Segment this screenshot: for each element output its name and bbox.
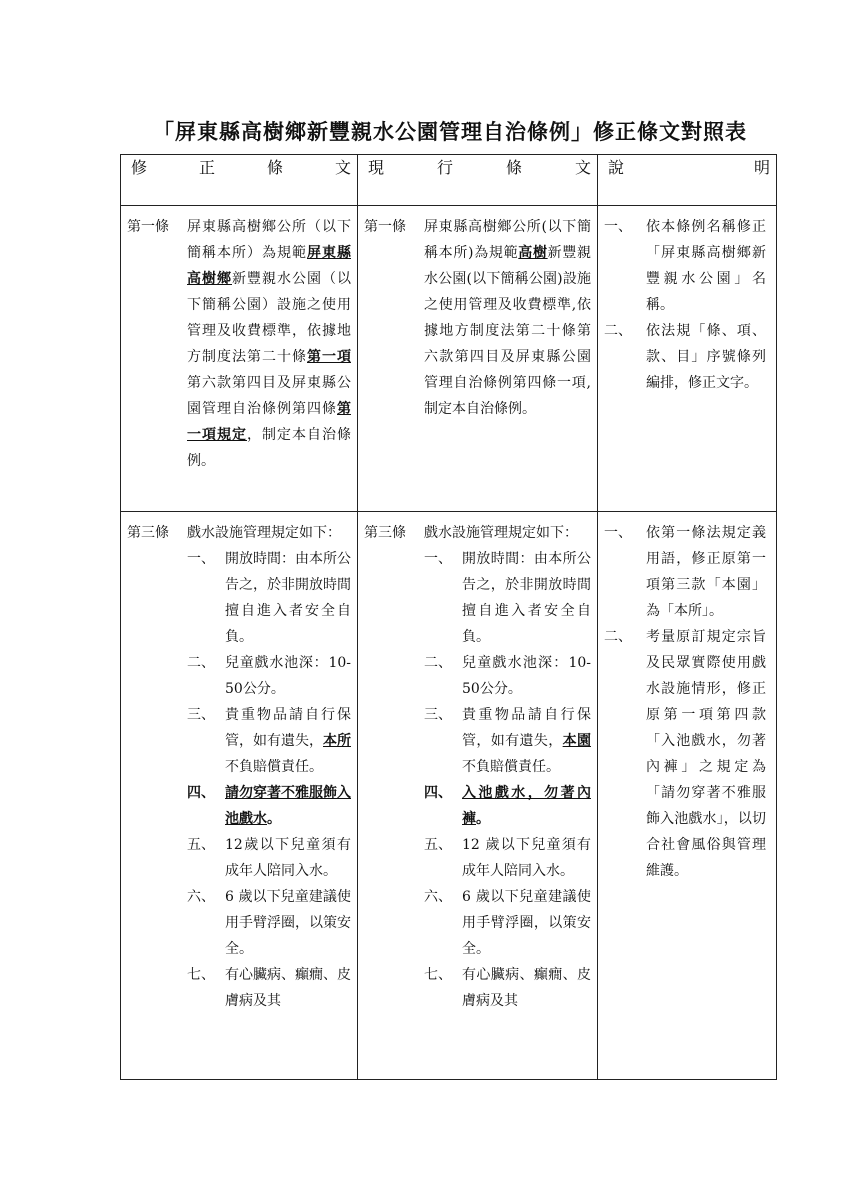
item-number: 三、 <box>424 707 452 723</box>
header-char: 正 <box>198 158 215 177</box>
comparison-table <box>120 154 777 1080</box>
header-row <box>121 155 777 206</box>
list-item <box>121 962 357 1014</box>
list-item <box>358 832 597 884</box>
article-intro: 戲水設施管理規定如下： <box>187 525 341 541</box>
list-item <box>358 650 597 702</box>
header-char: 文 <box>334 158 351 177</box>
explanation-text: 依本條例名稱修正「屏東縣高樹鄉新豐親水公園」名稱。 <box>646 219 766 313</box>
header-char: 條 <box>505 158 522 177</box>
explanation-number: 二、 <box>604 629 632 645</box>
amended-article-1 <box>121 206 358 512</box>
amended-highlight: 第一項規定 <box>187 401 351 443</box>
item-text <box>225 780 351 832</box>
list-item <box>358 962 597 1014</box>
item-text: 6 歲以下兒童建議使用手臂浮圈，以策安全。 <box>225 889 351 957</box>
text-segment: 屏東縣高樹鄉公所(以下簡稱本所)為規範 <box>424 219 591 261</box>
header-char: 說 <box>608 158 625 177</box>
item-text <box>462 780 591 832</box>
text-segment: 不負賠償責任。 <box>462 759 560 775</box>
item-number: 五、 <box>187 837 215 853</box>
article-number: 第三條 <box>127 525 169 541</box>
explanation-text: 考量原訂規定宗旨及民眾實際使用戲水設施情形，修正原第一項第四款「入池戲水，勿著內褲」之規定為「請勿穿著不雅服飾入池戲水」，以切合社會風俗與管理維護。 <box>646 629 766 879</box>
amended-article-3 <box>121 512 358 1080</box>
amended-highlight: 屏東縣高樹鄉 <box>187 245 351 287</box>
amended-highlight: 本所 <box>323 733 351 749</box>
item-number: 七、 <box>187 967 215 983</box>
header-amended <box>121 155 358 206</box>
table-row <box>121 206 777 512</box>
item-number: 五、 <box>424 837 452 853</box>
item-text: 兒童戲水池深：10-50公分。 <box>462 655 591 697</box>
table-row <box>121 512 777 1080</box>
item-text: 12 歲以下兒童須有成年人陪同入水。 <box>462 837 591 879</box>
text-segment: 。 <box>476 811 490 827</box>
header-char: 明 <box>753 158 770 177</box>
text-segment: 。 <box>267 811 281 827</box>
header-char: 文 <box>574 158 591 177</box>
article-intro: 戲水設施管理規定如下： <box>424 525 578 541</box>
item-text: 12歲以下兒童須有成年人陪同入水。 <box>225 837 351 879</box>
list-item <box>121 650 357 702</box>
text-segment: ，制定本自治條例。 <box>187 427 351 469</box>
item-number: 四、 <box>424 785 452 801</box>
explanation-1 <box>598 206 777 512</box>
current-highlight: 高樹 <box>518 245 548 261</box>
item-number: 二、 <box>187 655 215 671</box>
item-number: 二、 <box>424 655 452 671</box>
item-text <box>462 702 591 780</box>
item-number: 一、 <box>187 551 215 567</box>
list-item <box>121 832 357 884</box>
text-segment: 貴重物品請自行保管，如有遺失， <box>225 707 351 749</box>
list-item <box>358 702 597 780</box>
item-number: 一、 <box>424 551 452 567</box>
explanation-3 <box>598 512 777 1080</box>
header-char: 條 <box>266 158 283 177</box>
list-item <box>121 546 357 650</box>
header-char: 修 <box>131 158 148 177</box>
text-segment: 第六款第四目及屏東縣公園管理自治條例第四條 <box>187 375 351 417</box>
item-text: 6 歲以下兒童建議使用手臂浮圈，以策安全。 <box>462 889 591 957</box>
text-segment: 屏東縣高樹鄉公所（以下簡稱本所）為規範 <box>187 219 351 261</box>
item-text: 開放時間：由本所公告之，於非開放時間擅自進入者安全自負。 <box>225 551 351 645</box>
list-item <box>121 702 357 780</box>
article-text <box>187 214 351 474</box>
item-number: 六、 <box>424 889 452 905</box>
header-char: 現 <box>368 158 385 177</box>
header-explanation <box>598 155 777 206</box>
explanation-number: 一、 <box>604 525 632 541</box>
amended-highlight: 請勿穿著不雅服飾入池戲水 <box>225 785 351 827</box>
text-segment: 新豐親水公園（以下簡稱公園）設施之使用管理及收費標準，依據地方制度法第二十條 <box>187 271 351 365</box>
item-text: 有心臟病、癲癇、皮膚病及其 <box>225 967 351 1009</box>
explanation-number: 二、 <box>604 323 632 339</box>
text-segment: 貴重物品請自行保管，如有遺失， <box>462 707 591 749</box>
amended-highlight: 第一項 <box>307 349 351 365</box>
article-number: 第一條 <box>127 219 169 235</box>
header-char: 行 <box>436 158 453 177</box>
item-number: 七、 <box>424 967 452 983</box>
article-number: 第一條 <box>364 219 406 235</box>
list-item <box>358 780 597 832</box>
current-highlight: 入池戲水，勿著內褲 <box>462 785 591 827</box>
explanation-number: 一、 <box>604 219 632 235</box>
text-segment: 新豐親水公園(以下簡稱公園)設施之使用管理及收費標準,依據地方制度法第二十條第六款第四目及屏東縣公園管理自治條例第四條一項,制定本自治條例。 <box>424 245 592 417</box>
item-number: 四、 <box>187 785 215 801</box>
item-number: 六、 <box>187 889 215 905</box>
article-text <box>424 214 591 422</box>
explanation-text: 依第一條法規定義用語，修正原第一項第三款「本園」為「本所」。 <box>646 525 766 619</box>
list-item <box>121 780 357 832</box>
item-text: 有心臟病、癲癇、皮膚病及其 <box>462 967 591 1009</box>
list-item <box>121 884 357 962</box>
item-text: 兒童戲水池深：10-50公分。 <box>225 655 351 697</box>
current-highlight: 本園 <box>562 733 591 749</box>
page-title: 「屏東縣高樹鄉新豐親水公園管理自治條例」修正條文對照表 <box>153 119 747 144</box>
item-text: 開放時間：由本所公告之，於非開放時間擅自進入者安全自負。 <box>462 551 591 645</box>
item-number: 三、 <box>187 707 215 723</box>
article-number: 第三條 <box>364 525 406 541</box>
text-segment: 不負賠償責任。 <box>225 759 323 775</box>
current-article-3 <box>358 512 598 1080</box>
list-item <box>358 546 597 650</box>
header-current <box>358 155 598 206</box>
item-text <box>225 702 351 780</box>
explanation-text: 依法規「條、項、款、目」序號條列編排，修正文字。 <box>646 323 766 391</box>
current-article-1 <box>358 206 598 512</box>
list-item <box>358 884 597 962</box>
